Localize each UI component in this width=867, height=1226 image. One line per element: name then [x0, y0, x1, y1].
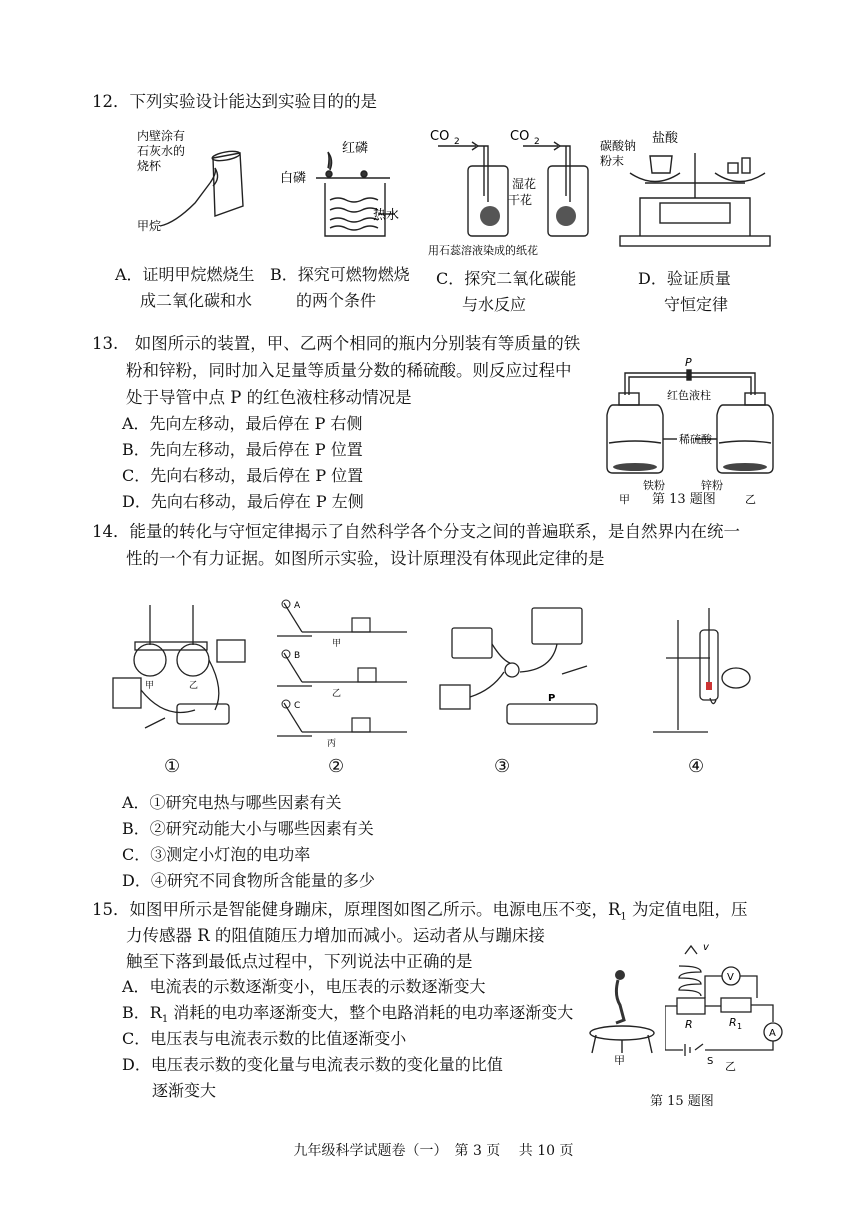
q13-option-b: B．先向左移动，最后停在 P 位置: [122, 440, 363, 459]
q15-option-d-line1: D．电压表示数的变化量与电流表示数的变化量的比值: [122, 1055, 503, 1074]
q14-option-a: A．①研究电热与哪些因素有关: [122, 793, 342, 812]
q13-fig-acid: 稀硫酸: [679, 433, 712, 446]
q12c-co2-left-sub: 2: [454, 137, 460, 147]
q14-label-1: ①: [164, 756, 181, 777]
q15-line-3: 触至下落到最低点过程中，下列说法中正确的是: [126, 952, 473, 971]
q12d-label-hcl: 盐酸: [652, 131, 679, 146]
q13-caption: 第 13 题图: [652, 492, 716, 507]
q14-fig2-a: A: [294, 601, 301, 611]
q12c-co2-left: CO: [430, 129, 450, 144]
q13-line-3: 处于导管中点 P 的红色液柱移动情况是: [126, 388, 412, 407]
q14-option-d: D．④研究不同食物所含能量的多少: [122, 871, 375, 890]
q13-fig-zinc: 锌粉: [701, 479, 723, 492]
q12a-label-4: 甲烷: [137, 219, 162, 233]
q12c-co2-right: CO: [510, 129, 530, 144]
q15-fig-r: R: [685, 1018, 693, 1031]
q13-figure: [595, 355, 785, 505]
q15-figure-jia: [582, 965, 662, 1065]
q14-label-2: ②: [328, 756, 345, 777]
q13-option-d: D．先向右移动，最后停在 P 左侧: [122, 492, 364, 511]
q14-fig3-p: P: [548, 693, 556, 704]
q15-option-b-pre: B．R: [122, 1003, 162, 1022]
q14-label-3: ③: [494, 756, 511, 777]
q14-figure-4: [648, 600, 758, 740]
q15-option-b-sub: 1: [161, 1014, 169, 1026]
q12b-label-1: 红磷: [342, 141, 369, 156]
q12-figure-a: [135, 128, 260, 238]
q15-caption: 第 15 题图: [650, 1094, 714, 1109]
q15-line-1-sub: 1: [620, 911, 627, 923]
q12-option-a-line2: 成二氧化碳和水: [140, 291, 253, 310]
q14-figure-2: [272, 598, 412, 748]
q12c-co2-right-sub: 2: [534, 137, 540, 147]
q12-option-b-line1: B．探究可燃物燃烧: [270, 265, 410, 284]
q12c-label-wet: 湿花: [512, 177, 537, 191]
q15-fig-ammeter: A: [769, 1028, 776, 1039]
q12-option-d-line1: D．验证质量: [638, 269, 731, 288]
q14-figure-1: [105, 600, 250, 740]
q14-fig2-c: C: [294, 701, 301, 711]
q15-line-2: 力传感器 R 的阻值随压力增加而减小。运动者从与蹦床接: [126, 926, 545, 945]
q12-figure-d: [600, 128, 785, 253]
q14-option-b: B．②研究动能大小与哪些因素有关: [122, 819, 374, 838]
q12-option-c-line1: C．探究二氧化碳能: [436, 269, 577, 288]
q12-stem: 12．下列实验设计能达到实验目的的是: [92, 92, 377, 111]
q13-option-c: C．先向右移动，最后停在 P 位置: [122, 466, 364, 485]
q15-line-1-end: 为定值电阻，压: [626, 900, 748, 919]
q14-line-2: 性的一个有力证据。如图所示实验，设计原理没有体现此定律的是: [126, 549, 605, 568]
q12b-label-2: 白磷: [280, 171, 307, 186]
q13-fig-yi: 乙: [745, 493, 756, 505]
q12a-label-2: 石灰水的: [137, 144, 186, 158]
q14-fig2-yi: 乙: [332, 689, 342, 699]
q14-fig2-bing: 丙: [327, 739, 337, 748]
q12c-label-dry: 干花: [508, 193, 533, 207]
q15-figure-yi: [665, 932, 790, 1072]
q15-option-c: C．电压表与电流表示数的比值逐渐变小: [122, 1029, 407, 1048]
q12-figure-b: [280, 138, 410, 248]
q13-option-a: A．先向左移动，最后停在 P 右侧: [122, 414, 363, 433]
q13-fig-p: P: [685, 356, 692, 369]
q12-option-b-line2: 的两个条件: [296, 291, 377, 310]
q15-option-a: A．电流表的示数逐渐变小，电压表的示数逐渐变大: [122, 977, 486, 996]
q14-fig2-b: B: [294, 651, 301, 661]
q15-option-d-line2: 逐渐变大: [152, 1081, 217, 1100]
q13-fig-liquid: 红色液柱: [667, 389, 711, 402]
q15-option-b-post: 消耗的电功率逐渐变大，整个电路消耗的电功率逐渐变大: [168, 1003, 574, 1022]
q12-option-a-line1: A．证明甲烷燃烧生: [115, 265, 255, 284]
q13-line-2: 粉和锌粉，同时加入足量等质量分数的稀硫酸。则反应过程中: [126, 361, 572, 380]
q14-fig2-jia: 甲: [332, 639, 342, 649]
q12d-label-na2co3: 碳酸钠: [600, 139, 637, 153]
q15-fig-yi: 乙: [725, 1060, 736, 1072]
q15-fig-jia: 甲: [614, 1054, 625, 1065]
q15-fig-r1-sub: 1: [737, 1022, 743, 1031]
q14-fig1-jia: 甲: [145, 681, 155, 691]
q15-fig-voltmeter: V: [727, 972, 734, 983]
q13-fig-jia: 甲: [619, 493, 630, 505]
q15-fig-v: v: [703, 942, 709, 953]
q14-option-c: C．③测定小灯泡的电功率: [122, 845, 311, 864]
q14-line-1: 14．能量的转化与守恒定律揭示了自然科学各个分支之间的普遍联系，是自然界内在统一: [92, 522, 740, 541]
q14-figure-3: [432, 600, 602, 740]
q12a-label-1: 内壁涂有: [137, 129, 186, 143]
q12a-label-3: 烧杯: [137, 159, 162, 173]
q15-fig-r1: R: [729, 1016, 737, 1029]
q14-fig1-yi: 乙: [189, 681, 199, 691]
q12-figure-c: [428, 124, 598, 262]
q12c-caption: 用石蕊溶液染成的纸花: [428, 244, 538, 257]
q13-line-1: 13. 如图所示的装置，甲、乙两个相同的瓶内分别装有等质量的铁: [92, 334, 581, 353]
q13-fig-iron: 铁粉: [643, 479, 665, 492]
q15-line-1-text: 15．如图甲所示是智能健身蹦床，原理图如图乙所示。电源电压不变，R: [92, 900, 621, 919]
q12-option-d-line2: 守恒定律: [664, 295, 729, 314]
q14-label-4: ④: [688, 756, 705, 777]
q12d-label-powder: 粉末: [600, 154, 625, 168]
page-footer: 九年级科学试题卷（一） 第 3 页 共 10 页: [293, 1143, 574, 1159]
q12-option-c-line2: 与水反应: [462, 295, 527, 314]
q15-fig-s: S: [707, 1056, 714, 1067]
q12b-label-3: 热水: [373, 208, 400, 223]
